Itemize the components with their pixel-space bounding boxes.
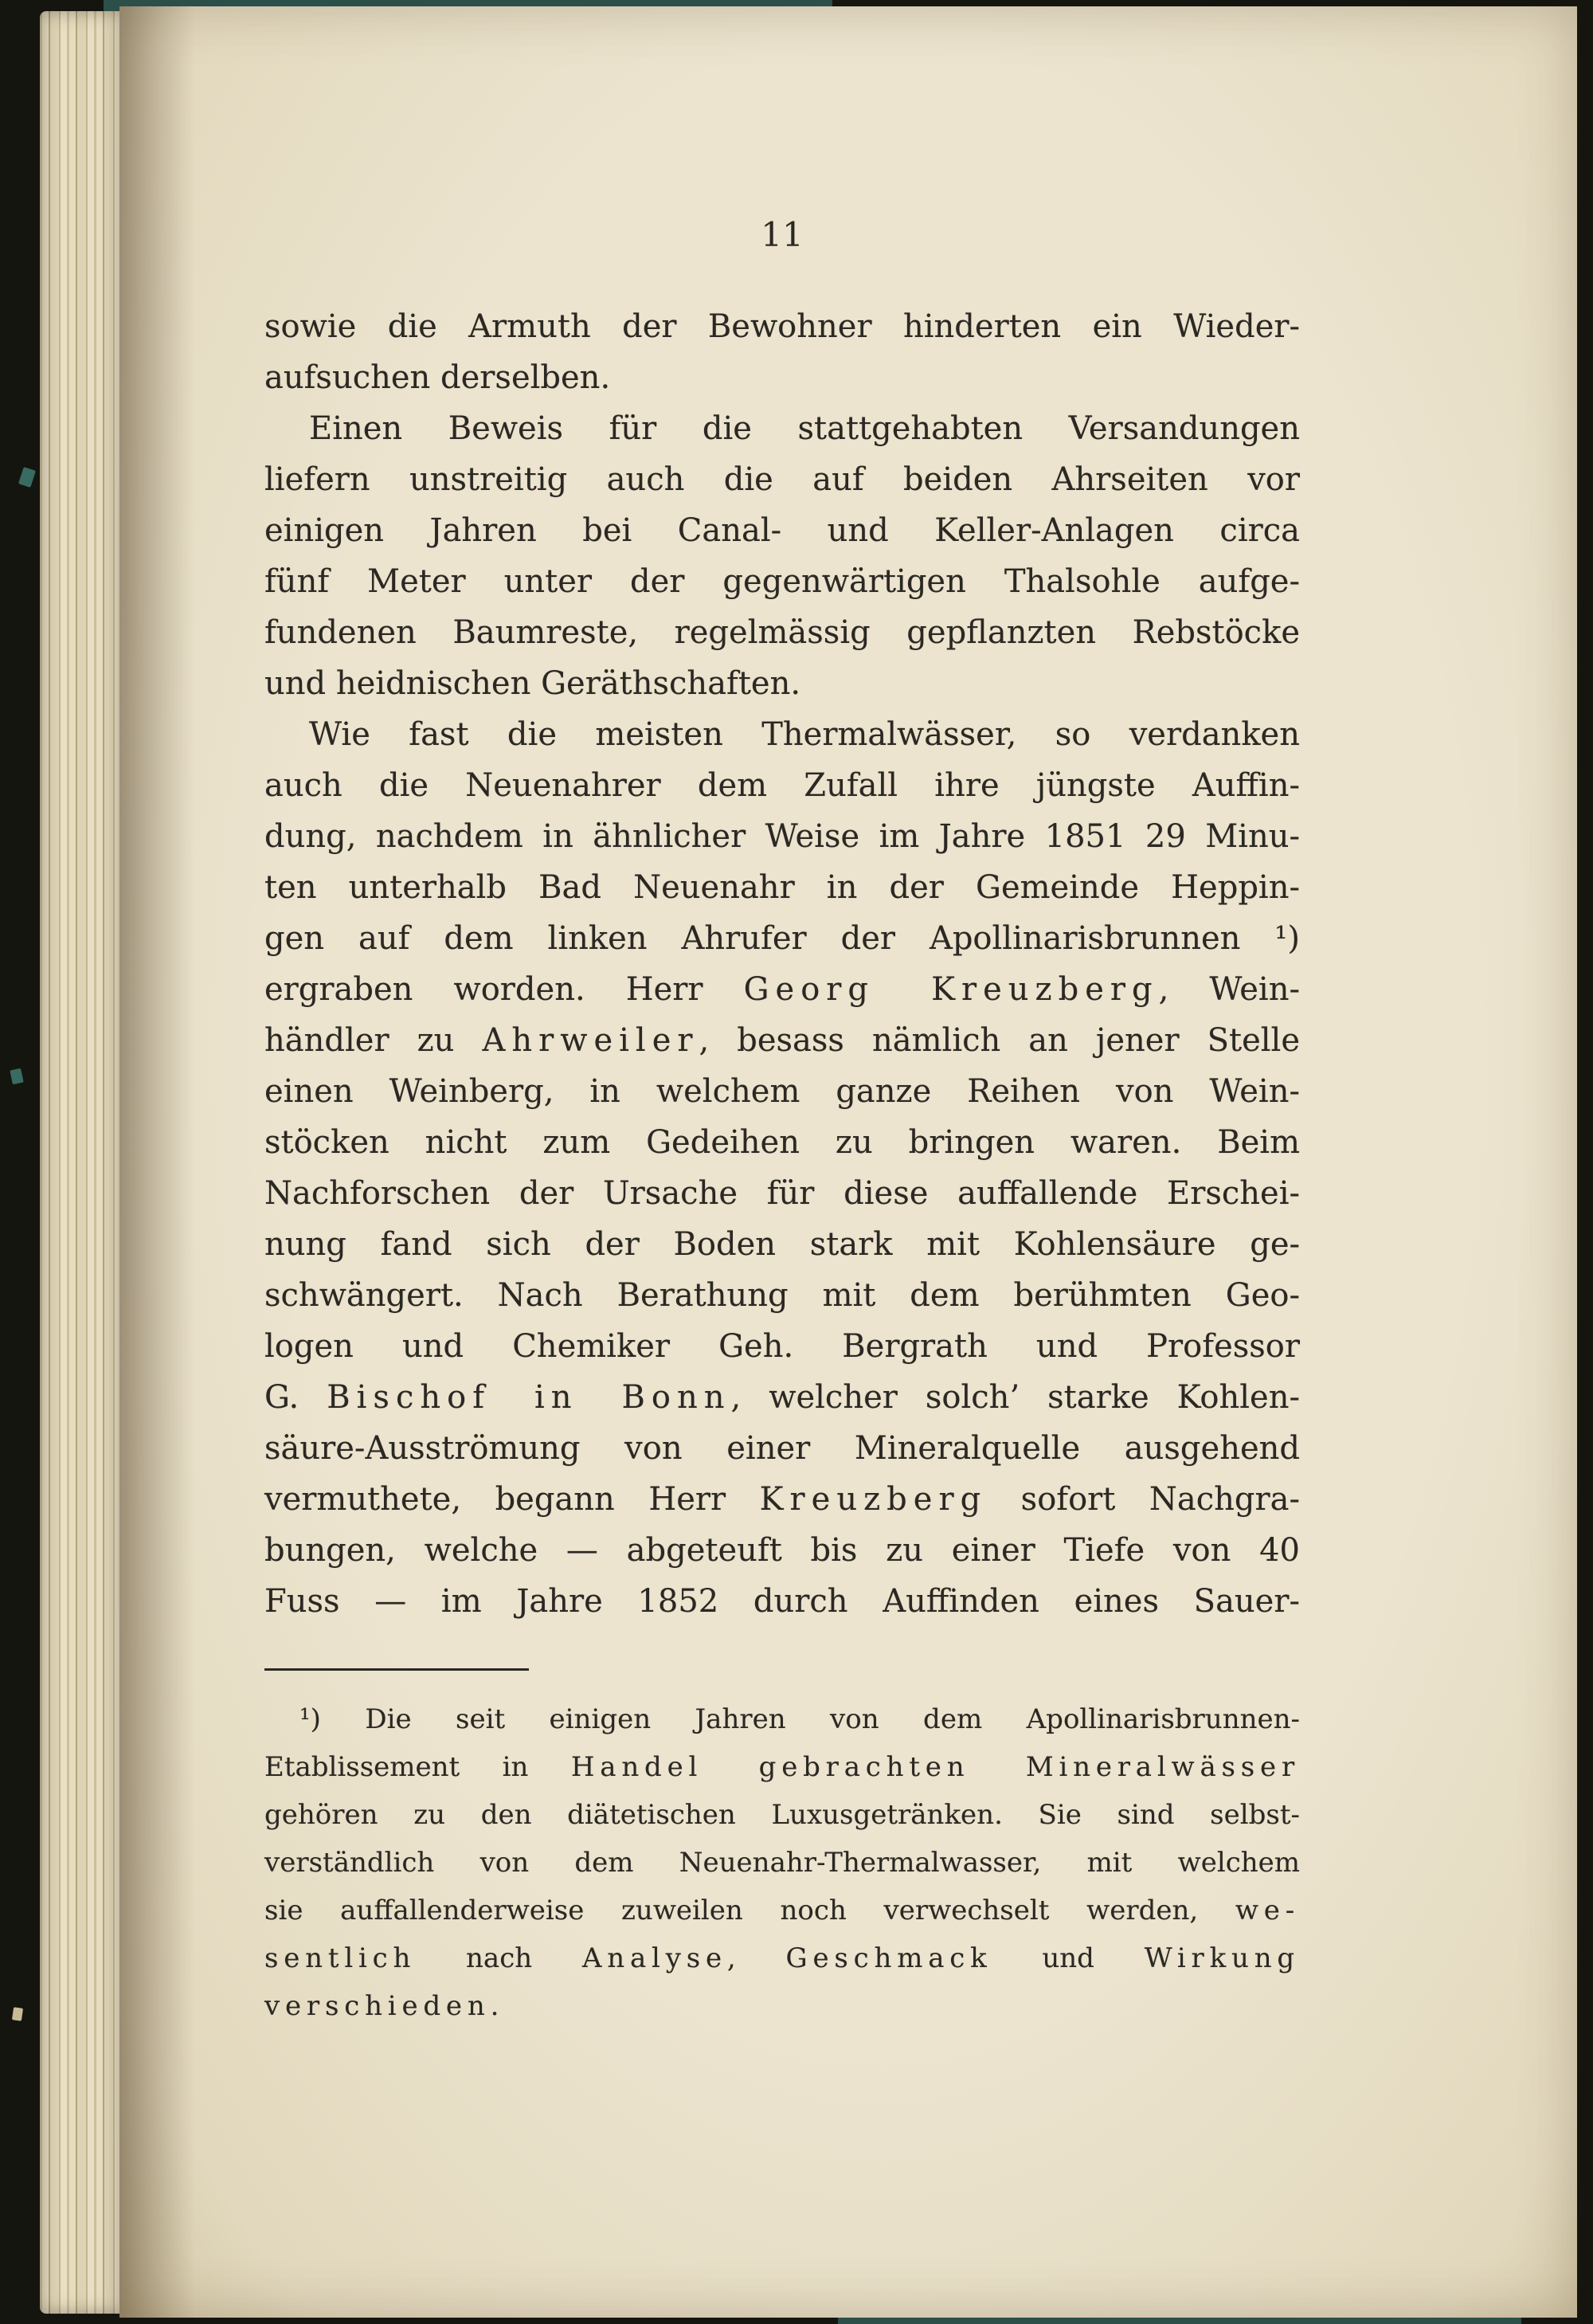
text-line	[264, 1168, 1300, 1219]
page-number: 11	[761, 215, 804, 254]
letterspaced-text: Kreuzberg	[759, 1481, 988, 1518]
text-line	[264, 760, 1300, 811]
text-line	[264, 709, 1300, 760]
scan-artifact	[10, 1068, 23, 1085]
text-line	[264, 1695, 1300, 1743]
letterspaced-text: Georg Kreuzberg	[743, 971, 1159, 1008]
text-segment: ¹) Die seit einigen Jahren von dem Apollinarisbrunnen-	[299, 1703, 1300, 1735]
text-line	[264, 1982, 1300, 2030]
text-line	[264, 1117, 1300, 1168]
letterspaced-text: Bischof in Bonn	[327, 1379, 731, 1416]
text-segment: Etablissement in	[264, 1751, 571, 1783]
text-segment: auch die Neuenahrer dem Zufall ihre jüngste Auffin-	[264, 767, 1300, 804]
text-line	[264, 1015, 1300, 1066]
book-page	[119, 6, 1577, 2318]
text-line	[264, 1934, 1300, 1982]
text-segment: vermuthete, begann Herr	[264, 1481, 760, 1518]
body-text	[264, 301, 1300, 1627]
text-line	[264, 1887, 1300, 1934]
text-segment: Wie fast die meisten Thermalwässer, so verdanken	[309, 716, 1300, 753]
letterspaced-text: we-	[1235, 1895, 1300, 1926]
letterspaced-text: Analyse	[581, 1942, 727, 1974]
text-segment: , welcher solch’ starke Kohlen-	[730, 1379, 1301, 1416]
text-segment: und heidnischen Geräthschaften.	[264, 665, 801, 702]
text-line	[264, 811, 1300, 862]
text-segment: aufsuchen derselben.	[264, 359, 611, 396]
text-segment: einen Weinberg, in welchem ganze Reihen von Wein-	[264, 1073, 1300, 1110]
text-segment: G.	[264, 1379, 327, 1416]
letterspaced-text: Ahrweiler	[482, 1022, 699, 1059]
text-segment: säure-Ausströmung von einer Mineralquelle ausgehend	[264, 1430, 1300, 1467]
text-line	[264, 1423, 1300, 1474]
text-line	[264, 1791, 1300, 1839]
text-segment: verständlich von dem Neuenahr-Thermalwasser, mit welchem	[264, 1847, 1300, 1879]
text-line	[264, 301, 1300, 352]
text-line	[264, 1474, 1300, 1525]
text-line	[264, 964, 1300, 1015]
text-segment: schwängert. Nach Berathung mit dem berühmten Geo-	[264, 1277, 1300, 1314]
text-segment: stöcken nicht zum Gedeihen zu bringen waren. Beim	[264, 1124, 1300, 1161]
text-segment: .	[490, 1990, 499, 2022]
text-line	[264, 913, 1300, 964]
text-segment: ergraben worden. Herr	[264, 971, 744, 1008]
text-segment: und	[992, 1942, 1145, 1974]
text-line	[264, 1270, 1300, 1321]
text-line	[264, 352, 1300, 403]
text-line	[264, 1219, 1300, 1270]
text-segment: , Wein-	[1158, 971, 1300, 1008]
text-line	[264, 658, 1300, 709]
text-segment: gehören zu den diätetischen Luxusgetränken. Sie sind selbst-	[264, 1799, 1300, 1831]
text-segment: logen und Chemiker Geh. Bergrath und Professor	[264, 1328, 1300, 1365]
scan-artifact	[18, 467, 36, 488]
text-segment: gen auf dem linken Ahrufer der Apollinarisbrunnen ¹)	[264, 920, 1300, 957]
text-line	[264, 607, 1300, 658]
footnote-rule	[264, 1668, 529, 1671]
text-segment: ,	[726, 1942, 786, 1974]
text-segment: ten unterhalb Bad Neuenahr in der Gemeinde Heppin-	[264, 869, 1300, 906]
text-segment: Fuss — im Jahre 1852 durch Auffinden eines Sauer-	[264, 1583, 1300, 1620]
text-segment: , besass nämlich an jener Stelle	[699, 1022, 1300, 1059]
text-line	[264, 556, 1300, 607]
gutter-shadow	[119, 6, 195, 2318]
text-segment: sofort Nachgra-	[987, 1481, 1300, 1518]
page-edges-stack	[40, 11, 121, 2314]
footnote-text	[264, 1695, 1300, 2030]
text-segment: sie auffallenderweise zuweilen noch verwechselt werden,	[264, 1895, 1235, 1926]
text-segment: Nachforschen der Ursache für diese auffallende Erschei-	[264, 1175, 1300, 1212]
text-segment: einigen Jahren bei Canal- und Keller-Anlagen circa	[264, 512, 1300, 549]
text-line	[264, 1743, 1300, 1791]
letterspaced-text: Wirkung	[1144, 1942, 1300, 1974]
text-segment: nung fand sich der Boden stark mit Kohlensäure ge-	[264, 1226, 1300, 1263]
text-line	[264, 1525, 1300, 1576]
letterspaced-text: Geschmack	[785, 1942, 992, 1974]
text-line	[264, 403, 1300, 454]
letterspaced-text: verschieden	[264, 1990, 491, 2022]
text-line	[264, 505, 1300, 556]
text-segment: dung, nachdem in ähnlicher Weise im Jahre 1851 29 Minu-	[264, 818, 1300, 855]
text-segment: nach	[416, 1942, 582, 1974]
text-segment: fundenen Baumreste, regelmässig gepflanzten Rebstöcke	[264, 614, 1300, 651]
scan-artifact	[12, 2007, 23, 2021]
text-line	[264, 862, 1300, 913]
text-segment: liefern unstreitig auch die auf beiden Ahrseiten vor	[264, 461, 1300, 498]
text-line	[264, 1576, 1300, 1627]
text-segment: händler zu	[264, 1022, 483, 1059]
text-line	[264, 454, 1300, 505]
text-line	[264, 1321, 1300, 1372]
letterspaced-text: Handel gebrachten Mineralwässer	[570, 1751, 1300, 1783]
text-line	[264, 1372, 1300, 1423]
text-line	[264, 1066, 1300, 1117]
text-segment: fünf Meter unter der gegenwärtigen Thalsohle aufge-	[264, 563, 1300, 600]
text-line	[264, 1839, 1300, 1887]
text-segment: sowie die Armuth der Bewohner hinderten ein Wieder-	[264, 308, 1300, 345]
text-segment: Einen Beweis für die stattgehabten Versandungen	[309, 410, 1300, 447]
letterspaced-text: sentlich	[264, 1942, 417, 1974]
text-segment: bungen, welche — abgeteuft bis zu einer Tiefe von 40	[264, 1532, 1300, 1569]
